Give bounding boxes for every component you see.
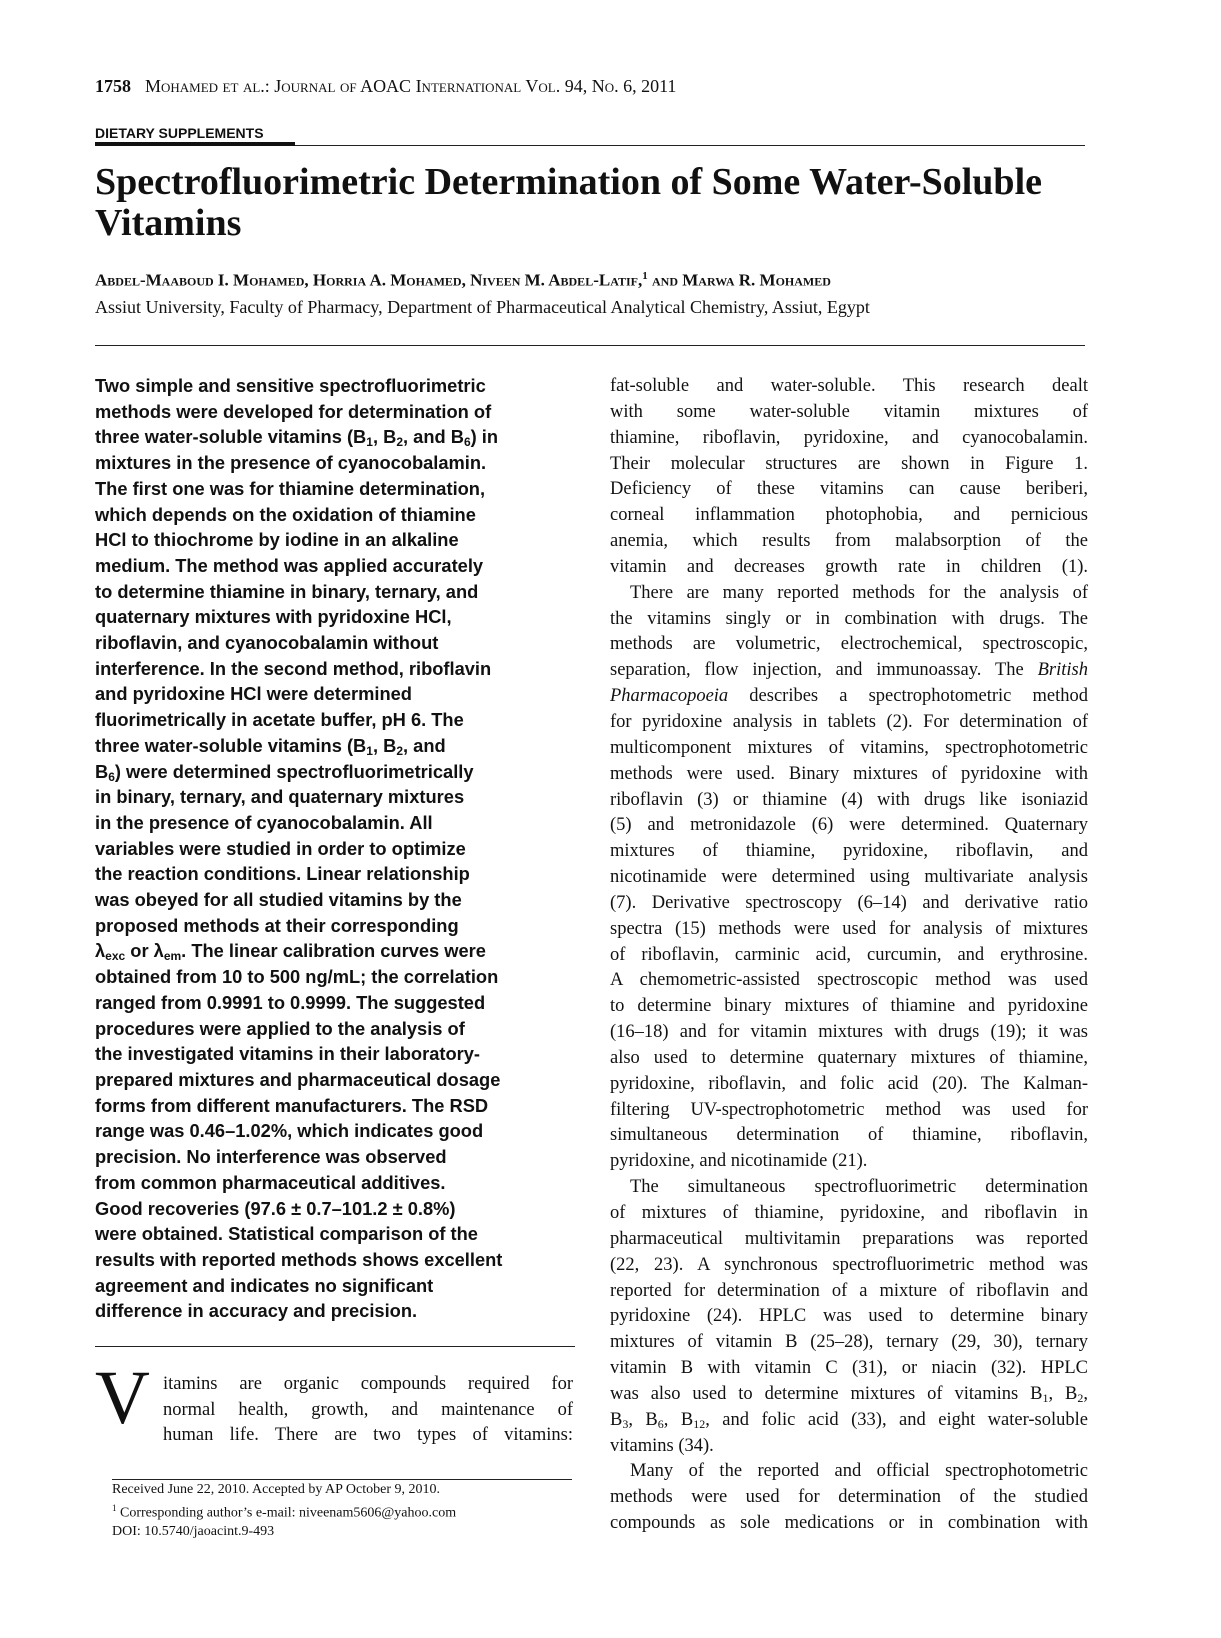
body-line: nicotinamide were determined using multivariate analysis: [610, 867, 1088, 888]
body-line: Deficiency of these vitamins can cause beriberi,: [610, 479, 1088, 500]
body-line: riboflavin (3) or thiamine (4) with drugs like isoniazid: [610, 789, 1088, 810]
body-line: of riboflavin, carminic acid, curcumin, and erythrosine.: [610, 944, 1088, 965]
abstract-line: variables were studied in order to optimize: [95, 837, 466, 859]
body-line: Their molecular structures are shown in Figure 1.: [610, 453, 1088, 474]
body-line: The simultaneous spectrofluorimetric determination: [630, 1177, 1088, 1198]
body-line: the vitamins singly or in combination with drugs. The: [610, 608, 1088, 629]
abstract-line: methods were developed for determination of: [95, 400, 492, 422]
abstract-line: ranged from 0.9991 to 0.9999. The suggested: [95, 991, 486, 1013]
body-line: methods are volumetric, electrochemical, spectroscopic,: [610, 634, 1088, 655]
body-line: corneal inflammation photophobia, and pernicious: [610, 505, 1088, 526]
footnotes: [112, 1481, 582, 1541]
abstract-line: three water-soluble vitamins ($B_1$, $B_2$, and $B_6$) in: [95, 426, 499, 450]
abstract-line: HCl to thiochrome by iodine in an alkaline: [95, 529, 459, 551]
abstract-line: to determine thiamine in binary, ternary, and: [95, 580, 479, 602]
body-line: vitamin and decreases growth rate in children (1).: [610, 556, 1088, 577]
body-line: (5) and metronidazole (6) were determined. Quaternary: [610, 815, 1088, 836]
abstract-line: mixtures in the presence of cyanocobalamin.: [95, 452, 487, 474]
body-line: pyridoxine, and nicotinamide (21).: [610, 1151, 868, 1172]
intro-line: normal health, growth, and maintenance of: [163, 1399, 573, 1420]
body-line: pyridoxine (24). HPLC was used to determine binary: [610, 1306, 1088, 1327]
body-line: (7). Derivative spectroscopy (6–14) and derivative ratio: [610, 892, 1088, 913]
abstract-line: $B_6$) were determined spectrofluorimetrically: [95, 760, 474, 784]
author-list: [95, 270, 1095, 291]
author-last: and Marwa R. Mohamed: [647, 270, 831, 290]
body-line: vitamin B with vitamin C (31), or niacin (32). HPLC: [610, 1358, 1088, 1379]
header-rule-accent: [95, 142, 295, 146]
body-line: fat-soluble and water-soluble. This research dealt: [610, 376, 1088, 396]
body-line: was also used to determine mixtures of vitamins $B_1$, $B_2$,: [610, 1383, 1089, 1405]
abstract-line: which depends on the oxidation of thiamine: [95, 503, 476, 525]
corresponding-author-note: $^1$ Corresponding author’s e-mail: niveenam5606@yahoo.com: [112, 1503, 457, 1521]
affiliation: Assiut University, Faculty of Pharmacy, Department of Pharmaceutical Analytical Chemistry, Assiut, Egypt: [95, 297, 870, 317]
body-line: spectra (15) methods were used for analysis of mixtures: [610, 918, 1088, 939]
body-line: anemia, which results from malabsorption of the: [610, 531, 1088, 552]
body-line: separation, flow injection, and immunoassay. The British: [610, 660, 1088, 681]
page-number: 1758: [95, 76, 131, 96]
abstract-line: Good recoveries (97.6 ± 0.7–101.2 ± 0.8%): [95, 1197, 456, 1219]
abstract-line: was obeyed for all studied vitamins by the: [95, 889, 462, 911]
body-line: vitamins (34).: [610, 1435, 714, 1456]
body-line: to determine binary mixtures of thiamine and pyridoxine: [610, 996, 1088, 1017]
body-line: also used to determine quaternary mixtures of thiamine,: [610, 1047, 1088, 1068]
footnote-divider: [112, 1479, 572, 1480]
abstract: [95, 373, 580, 1324]
title-divider: [95, 345, 1085, 346]
body-line: thiamine, riboflavin, pyridoxine, and cyanocobalamin.: [610, 427, 1088, 448]
abstract-line: Two simple and sensitive spectrofluorimetric: [95, 375, 486, 396]
abstract-line: the reaction conditions. Linear relationship: [95, 863, 470, 885]
body-line: pyridoxine, riboflavin, and folic acid (20). The Kalman-: [610, 1073, 1088, 1094]
journal-citation: Mohamed et al.: Journal of AOAC International Vol. 94, No. 6, 2011: [145, 76, 677, 96]
abstract-line: and pyridoxine HCl were determined: [95, 683, 412, 705]
body-line: compounds as sole medications or in combination with: [610, 1513, 1088, 1534]
abstract-line: agreement and indicates no significant: [95, 1274, 434, 1296]
abstract-divider: [95, 1346, 575, 1347]
abstract-line: from common pharmaceutical additives.: [95, 1171, 446, 1193]
body-line: multicomponent mixtures of vitamins, spectrophotometric: [610, 737, 1088, 758]
abstract-line: procedures were applied to the analysis of: [95, 1017, 465, 1039]
abstract-line: prepared mixtures and pharmaceutical dosage: [95, 1068, 501, 1090]
body-line: $B_3$, $B_6$, $B_{12}$, and folic acid (33), and eight water-soluble: [610, 1409, 1089, 1431]
abstract-line: interference. In the second method, riboflavin: [95, 657, 492, 679]
abstract-line: proposed methods at their corresponding: [95, 914, 459, 936]
body-line: of mixtures of thiamine, pyridoxine, and riboflavin in: [610, 1203, 1088, 1223]
body-line: mixtures of thiamine, pyridoxine, riboflavin, and: [610, 841, 1088, 862]
body-line: A chemometric-assisted spectroscopic method was used: [610, 970, 1088, 991]
abstract-line: were obtained. Statistical comparison of the: [95, 1223, 478, 1245]
abstract-line: forms from different manufacturers. The RSD: [95, 1094, 489, 1116]
abstract-line: precision. No interference was observed: [95, 1146, 447, 1168]
body-line: methods were used for determination of the studied: [610, 1487, 1088, 1508]
abstract-line: in the presence of cyanocobalamin. All: [95, 811, 433, 833]
right-column-body: [610, 374, 1088, 1537]
doi-note: DOI: 10.5740/jaoacint.9-493: [112, 1523, 275, 1539]
abstract-line: medium. The method was applied accurately: [95, 554, 484, 576]
intro-line: itamins are organic compounds required for: [163, 1374, 573, 1394]
body-line: Pharmacopoeia describes a spectrophotometric method: [610, 686, 1088, 707]
body-line: mixtures of vitamin B (25–28), ternary (29, 30), ternary: [610, 1332, 1088, 1353]
abstract-line: range was 0.46–1.02%, which indicates good: [95, 1120, 484, 1142]
body-line: simultaneous determination of thiamine, riboflavin,: [610, 1125, 1088, 1146]
body-line: (16–18) and for vitamin mixtures with drugs (19); it was: [610, 1022, 1088, 1043]
abstract-line: the investigated vitamins in their laboratory-: [95, 1043, 481, 1065]
body-line: pharmaceutical multivitamin preparations was reported: [610, 1228, 1088, 1249]
body-line: with some water-soluble vitamin mixtures of: [610, 401, 1088, 422]
abstract-line: $\lambda_{exc}$ or $\lambda_{em}$. The linear calibration curves were: [95, 940, 486, 964]
header-rule: [95, 145, 1085, 146]
body-line: filtering UV-spectrophotometric method was used for: [610, 1099, 1088, 1120]
abstract-line: fluorimetrically in acetate buffer, pH 6. The: [95, 709, 464, 731]
body-line: (22, 23). A synchronous spectrofluorimetric method was: [610, 1254, 1088, 1275]
abstract-line: obtained from 10 to 500 ng/mL; the correlation: [95, 966, 499, 988]
abstract-line: riboflavin, and cyanocobalamin without: [95, 632, 439, 654]
running-head: [95, 76, 676, 97]
article-title: Spectrofluorimetric Determination of Some Water-Soluble Vitamins: [95, 161, 1042, 244]
body-line: There are many reported methods for the analysis of: [630, 582, 1088, 603]
section-label: DIETARY SUPPLEMENTS: [95, 125, 264, 141]
abstract-line: quaternary mixtures with pyridoxine HCl,: [95, 606, 452, 628]
intro-paragraph: [163, 1372, 573, 1449]
abstract-line: in binary, ternary, and quaternary mixtures: [95, 786, 465, 808]
intro-line: human life. There are two types of vitamins:: [163, 1425, 573, 1445]
author-footnote-mark: 1: [642, 270, 648, 282]
received-note: Received June 22, 2010. Accepted by AP October 9, 2010.: [112, 1482, 441, 1497]
drop-cap: V: [95, 1356, 150, 1440]
body-line: Many of the reported and official spectrophotometric: [630, 1461, 1088, 1482]
abstract-line: results with reported methods shows excellent: [95, 1248, 503, 1270]
body-line: for pyridoxine analysis in tablets (2). For determination of: [610, 711, 1088, 732]
author-names: Abdel-Maaboud I. Mohamed, Horria A. Mohamed, Niveen M. Abdel-Latif,: [95, 270, 643, 290]
body-line: methods were used. Binary mixtures of pyridoxine with: [610, 763, 1088, 784]
abstract-line: The first one was for thiamine determination,: [95, 477, 486, 499]
abstract-line: three water-soluble vitamins ($B_1$, $B_2$, and: [95, 734, 446, 758]
abstract-line: difference in accuracy and precision.: [95, 1300, 418, 1322]
body-line: reported for determination of a mixture of riboflavin and: [610, 1280, 1088, 1301]
